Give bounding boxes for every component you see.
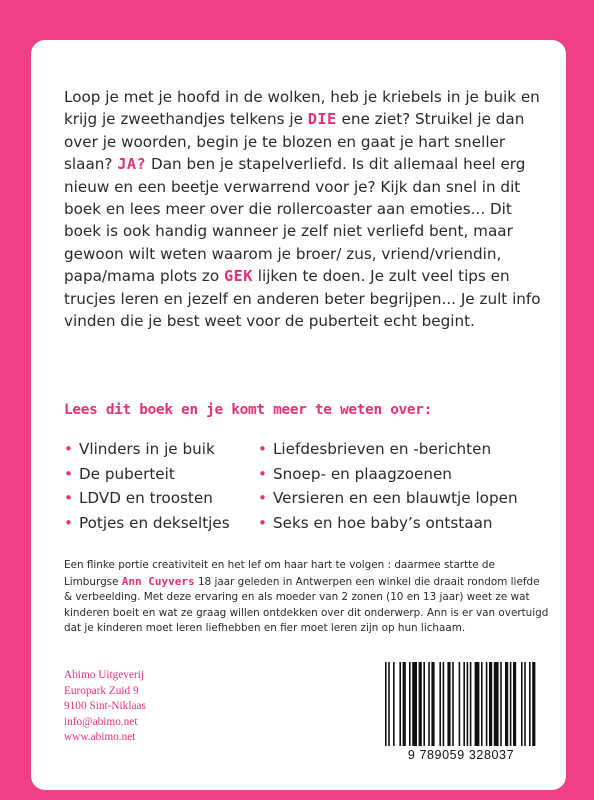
topics-list-right <box>258 437 518 535</box>
author-text-1: Een flinke portie creativiteit en het lef om haar hart te volgen : daarmee startte de Limburgse <box>64 559 495 588</box>
barcode-bar <box>505 662 508 746</box>
list-item: • Liefdesbrieven en -berichten <box>258 440 492 458</box>
bullet-icon: • <box>64 513 73 532</box>
barcode-bar <box>393 662 395 746</box>
barcode-bar <box>524 662 526 746</box>
intro-text-3: Dan ben je stapelverliefd. Is dit allemaal heel erg nieuw en een beetje verwarrend voor je? Kijk dan snel in dit boek en lees meer over die rollercoaster aan emoties... Dit boek is ook handig wanneer je zelf niet verliefd bent, maar gewoon wilt weten waarom je broer/ zus, vriend/vriendin, papa/mama plots zo <box>64 155 526 286</box>
publisher-street: Europark Zuid 9 <box>64 684 139 697</box>
barcode-bar <box>463 662 465 746</box>
topics-heading: Lees dit boek en je komt meer te weten over: <box>64 402 433 418</box>
barcode-bar <box>467 662 469 746</box>
bullet-icon: • <box>258 513 267 532</box>
barcode-bar <box>412 662 417 746</box>
bullet-icon: • <box>258 489 267 507</box>
barcode-bar <box>521 662 523 746</box>
barcode-bar <box>443 662 445 746</box>
barcode-bar <box>489 662 492 746</box>
barcode-bar <box>513 662 516 746</box>
barcode-bar <box>419 662 422 746</box>
intro-emphasis-gek: GEK <box>223 267 253 286</box>
bullet-icon: • <box>64 489 73 507</box>
barcode-bar <box>423 662 425 746</box>
publisher-block <box>64 668 146 746</box>
list-item: • LDVD en troosten <box>64 489 213 507</box>
topics-list-left <box>64 437 230 535</box>
bullet-icon: • <box>258 464 267 483</box>
list-item: • Snoep- en plaagzoenen <box>258 464 452 483</box>
author-bio <box>64 558 550 637</box>
barcode <box>371 656 551 766</box>
barcode-bar <box>486 662 488 746</box>
barcode-bar <box>494 662 499 746</box>
barcode-bar <box>510 662 512 746</box>
barcode-bar <box>532 662 535 746</box>
intro-emphasis-die: DIE <box>307 110 337 129</box>
publisher-city: 9100 Sint-Niklaas <box>64 700 146 712</box>
author-text-2: 18 jaar geleden in Antwerpen een winkel die draait rondom liefde & verbeelding. Met deze ervaring en als moeder van 2 zonen (10 en 13 jaar) weet ze wat kinderen boeit en wat ze graag willen ontdekken over dit onderwerp. Ann is er van overtuigd dat je kinderen moet leren liefhebben en fier moet leren zijn op hun lichaam. <box>64 575 549 635</box>
intro-text-4: lijken te doen. Je zult veel tips en trucjes leren en jezelf en anderen beter begrijpen... Je zult info vinden die je best weet voor de puberteit echt begint. <box>64 267 541 331</box>
intro-text-2: ene ziet? Struikel je dan over je woorden, begin je te blozen en gaat je hart sneller slaan? <box>64 110 525 174</box>
isbn-number: 9 789059 328037 <box>407 748 515 762</box>
barcode-bars <box>383 662 539 748</box>
barcode-bar <box>475 662 480 746</box>
publisher-website[interactable]: www.abimo.net <box>64 731 136 743</box>
bullet-icon: • <box>258 440 267 458</box>
barcode-bar <box>500 662 502 746</box>
barcode-bar <box>399 662 401 746</box>
publisher-email[interactable]: info@abimo.net <box>64 715 138 728</box>
intro-emphasis-ja: JA? <box>117 155 147 174</box>
barcode-bar <box>481 662 483 746</box>
intro-text-1: Loop je met je hoofd in de wolken, heb je kriebels in je buik en krijg je zweethandjes telkens je <box>64 88 540 129</box>
bullet-icon: • <box>64 464 73 483</box>
barcode-bar <box>452 662 454 746</box>
barcode-bar <box>529 662 531 746</box>
barcode-bar <box>388 662 390 746</box>
barcode-bar <box>403 662 406 746</box>
barcode-bar <box>409 662 411 746</box>
bullet-icon: • <box>64 440 73 458</box>
barcode-bar <box>439 662 441 746</box>
list-item: • Seks en hoe baby’s ontstaan <box>258 513 493 532</box>
barcode-bar <box>428 662 430 746</box>
list-item: • Potjes en dekseltjes <box>64 513 230 532</box>
barcode-bar <box>385 662 387 746</box>
intro-paragraph <box>64 86 546 332</box>
publisher-name: Abimo Uitgeverij <box>64 669 145 681</box>
list-item: • Versieren en een blauwtje lopen <box>258 489 518 507</box>
barcode-bar <box>470 662 472 746</box>
list-item: • De puberteit <box>64 464 175 483</box>
list-item: • Vlinders in je buik <box>64 440 215 458</box>
barcode-bar <box>447 662 450 746</box>
barcode-bar <box>459 662 461 746</box>
barcode-bar <box>431 662 434 746</box>
author-name: Ann Cuyvers <box>121 574 195 588</box>
